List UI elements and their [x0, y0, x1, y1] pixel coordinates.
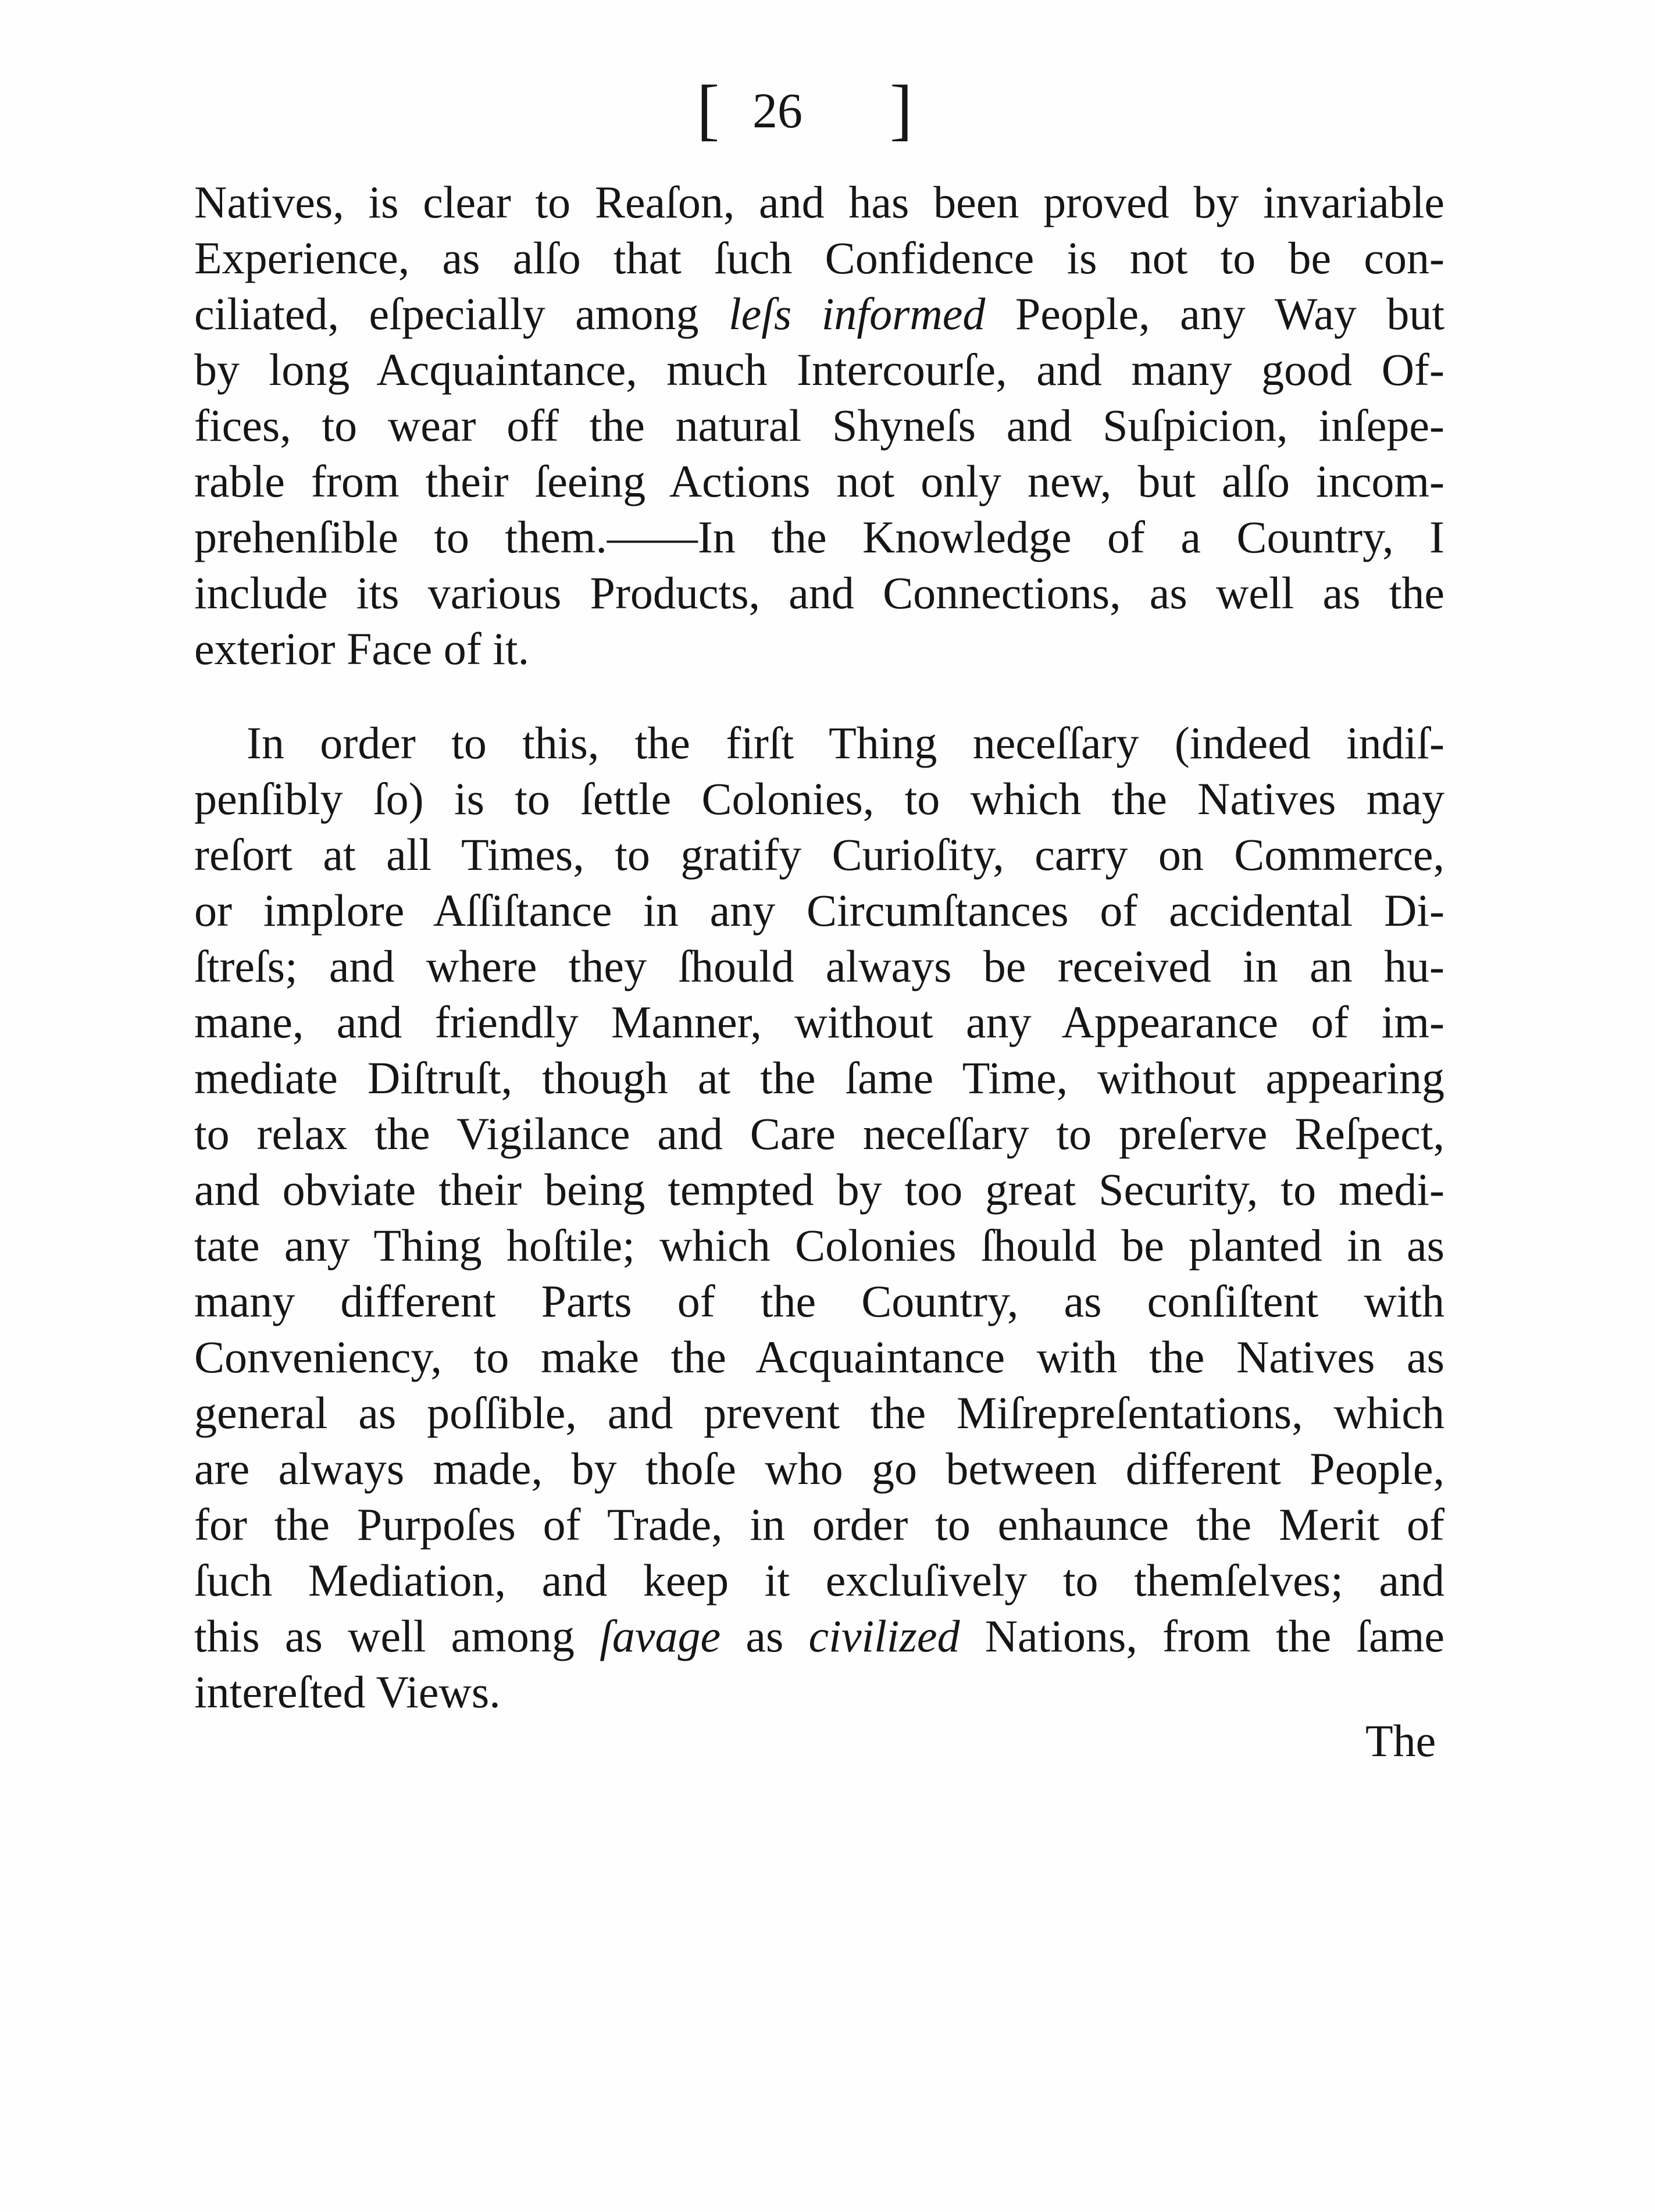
italic-word-civilized: civilized [808, 1611, 960, 1661]
header-bracket-right: ] [890, 71, 913, 147]
text-line: Natives, is clear to Reaſon, and has been proved by invariable [194, 177, 1444, 227]
text-line: fices, to wear off the natural Shyneſs and Suſpicion, inſepe- [194, 400, 1444, 451]
text-line: include its various Products, and Connections, as well as the [194, 568, 1444, 618]
text-line: many different Parts of the Country, as conſiſtent with [194, 1276, 1444, 1326]
text-line: general as poſſible, and prevent the Miſrepreſentations, which [194, 1387, 1444, 1438]
page-number: 26 [752, 83, 802, 138]
text-fragment: as [746, 1611, 784, 1661]
text-line: and obviate their being tempted by too great Security, to medi- [194, 1164, 1444, 1215]
text-line: intereſted Views. [194, 1667, 501, 1717]
text-line: penſibly ſo) is to ſettle Colonies, to which the Natives may [194, 773, 1444, 824]
header-bracket-left: [ [697, 71, 720, 147]
page-header [697, 69, 929, 150]
italic-phrase: leſs informed [728, 288, 986, 339]
text-line: prehenſible to them.——In the Knowledge of a Country, I [194, 512, 1444, 562]
text-line: In order to this, the firſt Thing neceſſary (indeed indiſ- [247, 718, 1444, 768]
text-line: mediate Diſtruſt, though at the ſame Time, without appearing [194, 1053, 1444, 1103]
text-fragment: this as well among [194, 1611, 575, 1661]
text-line: exterior Face of it. [194, 623, 530, 674]
text-line: Conveniency, to make the Acquaintance with the Natives as [194, 1332, 1444, 1382]
text-line: mane, and friendly Manner, without any Appearance of im- [194, 997, 1444, 1047]
text-line [194, 286, 1444, 342]
text-line [194, 1608, 1444, 1664]
catchword: The [1365, 1715, 1436, 1766]
text-line: by long Acquaintance, much Intercourſe, and many good Of- [194, 344, 1444, 395]
text-line: reſort at all Times, to gratify Curioſity, carry on Commerce, [194, 829, 1444, 880]
text-line: rable from their ſeeing Actions not only new, but alſo incom- [194, 456, 1444, 506]
text-line: for the Purpoſes of Trade, in order to enhaunce the Merit of [194, 1499, 1444, 1550]
text-line: to relax the Vigilance and Care neceſſary to preſerve Reſpect, [194, 1108, 1444, 1159]
text-line: or implore Aſſiſtance in any Circumſtances of accidental Di- [194, 885, 1444, 936]
text-line: are always made, by thoſe who go between different People, [194, 1443, 1444, 1494]
text-line: Experience, as alſo that ſuch Confidence is not to be con- [194, 233, 1444, 283]
text-line: ſuch Mediation, and keep it excluſively to themſelves; and [194, 1555, 1444, 1606]
text-fragment: People, any Way but [1015, 288, 1444, 339]
italic-word-savage: ſavage [600, 1611, 721, 1661]
text-line: ſtreſs; and where they ſhould always be received in an hu- [194, 941, 1444, 991]
text-fragment: ciliated, eſpecially among [194, 288, 699, 339]
text-line: tate any Thing hoſtile; which Colonies ſhould be planted in as [194, 1220, 1444, 1271]
text-fragment: Nations, from the ſame [985, 1611, 1444, 1661]
